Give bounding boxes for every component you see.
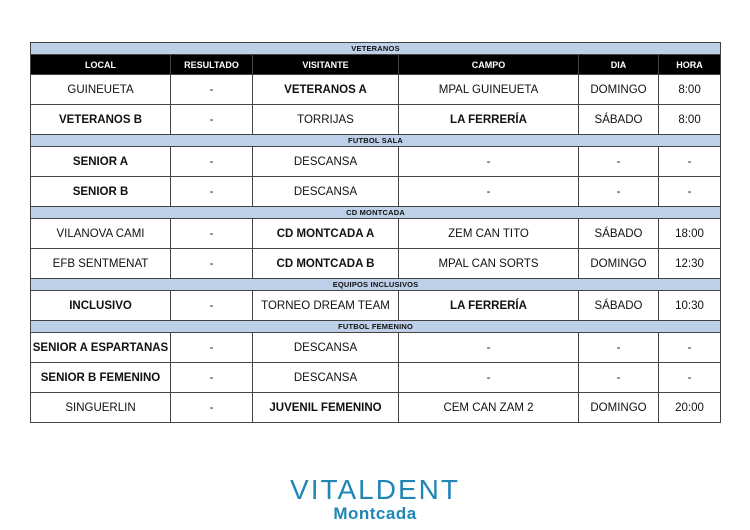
cell-local: GUINEUETA <box>31 75 171 105</box>
cell-resultado: - <box>171 75 253 105</box>
cell-hora: - <box>659 177 721 207</box>
cell-dia: - <box>579 147 659 177</box>
cell-dia: DOMINGO <box>579 249 659 279</box>
cell-visitante: DESCANSA <box>253 363 399 393</box>
cell-resultado: - <box>171 363 253 393</box>
column-header-resultado: RESULTADO <box>171 55 253 75</box>
cell-local: SENIOR A <box>31 147 171 177</box>
column-header-row <box>31 55 721 75</box>
cell-visitante: TORNEO DREAM TEAM <box>253 291 399 321</box>
cell-local: SENIOR A ESPARTANAS <box>31 333 171 363</box>
cell-campo: LA FERRERÍA <box>399 105 579 135</box>
table-row <box>31 291 721 321</box>
cell-visitante: CD MONTCADA B <box>253 249 399 279</box>
cell-resultado: - <box>171 249 253 279</box>
cell-visitante: TORRIJAS <box>253 105 399 135</box>
brand-logo-name: VITALDENT <box>290 474 460 505</box>
cell-dia: - <box>579 177 659 207</box>
cell-hora: - <box>659 333 721 363</box>
cell-resultado: - <box>171 333 253 363</box>
table-row <box>31 105 721 135</box>
section-title: FUTBOL FEMENINO <box>31 321 721 333</box>
cell-campo: CEM CAN ZAM 2 <box>399 393 579 423</box>
cell-hora: 18:00 <box>659 219 721 249</box>
section-title: VETERANOS <box>31 43 721 55</box>
section-title: CD MONTCADA <box>31 207 721 219</box>
cell-resultado: - <box>171 147 253 177</box>
cell-hora: 10:30 <box>659 291 721 321</box>
section-header-row <box>31 207 721 219</box>
schedule-table <box>30 42 721 423</box>
cell-campo: ZEM CAN TITO <box>399 219 579 249</box>
cell-visitante: DESCANSA <box>253 147 399 177</box>
cell-local: EFB SENTMENAT <box>31 249 171 279</box>
cell-visitante: CD MONTCADA A <box>253 219 399 249</box>
cell-hora: 8:00 <box>659 75 721 105</box>
cell-dia: - <box>579 333 659 363</box>
cell-dia: DOMINGO <box>579 393 659 423</box>
cell-local: VETERANOS B <box>31 105 171 135</box>
cell-campo: - <box>399 333 579 363</box>
column-header-dia: DIA <box>579 55 659 75</box>
cell-hora: 12:30 <box>659 249 721 279</box>
table-row <box>31 249 721 279</box>
column-header-campo: CAMPO <box>399 55 579 75</box>
column-header-local: LOCAL <box>31 55 171 75</box>
cell-campo: MPAL CAN SORTS <box>399 249 579 279</box>
cell-hora: - <box>659 147 721 177</box>
cell-local: SENIOR B <box>31 177 171 207</box>
brand-logo-sub: Montcada <box>333 504 417 523</box>
cell-resultado: - <box>171 291 253 321</box>
cell-local: INCLUSIVO <box>31 291 171 321</box>
cell-local: VILANOVA CAMI <box>31 219 171 249</box>
cell-dia: - <box>579 363 659 393</box>
cell-hora: - <box>659 363 721 393</box>
column-header-visitante: VISITANTE <box>253 55 399 75</box>
table-row <box>31 333 721 363</box>
cell-visitante: JUVENIL FEMENINO <box>253 393 399 423</box>
cell-resultado: - <box>171 177 253 207</box>
cell-campo: - <box>399 363 579 393</box>
table-row <box>31 75 721 105</box>
cell-resultado: - <box>171 219 253 249</box>
cell-campo: - <box>399 147 579 177</box>
section-header-row <box>31 321 721 333</box>
cell-dia: DOMINGO <box>579 75 659 105</box>
schedule-body <box>31 43 721 423</box>
table-row <box>31 177 721 207</box>
section-title: EQUIPOS INCLUSIVOS <box>31 279 721 291</box>
cell-hora: 20:00 <box>659 393 721 423</box>
cell-dia: SÁBADO <box>579 291 659 321</box>
cell-local: SENIOR B FEMENINO <box>31 363 171 393</box>
cell-resultado: - <box>171 393 253 423</box>
cell-visitante: VETERANOS A <box>253 75 399 105</box>
section-header-row <box>31 43 721 55</box>
table-row <box>31 393 721 423</box>
cell-visitante: DESCANSA <box>253 177 399 207</box>
cell-hora: 8:00 <box>659 105 721 135</box>
table-row <box>31 147 721 177</box>
cell-visitante: DESCANSA <box>253 333 399 363</box>
cell-campo: MPAL GUINEUETA <box>399 75 579 105</box>
cell-campo: LA FERRERÍA <box>399 291 579 321</box>
cell-dia: SÁBADO <box>579 219 659 249</box>
section-header-row <box>31 135 721 147</box>
cell-local: SINGUERLIN <box>31 393 171 423</box>
section-title: FUTBOL SALA <box>31 135 721 147</box>
table-row <box>31 219 721 249</box>
cell-resultado: - <box>171 105 253 135</box>
column-header-hora: HORA <box>659 55 721 75</box>
section-header-row <box>31 279 721 291</box>
cell-campo: - <box>399 177 579 207</box>
cell-dia: SÁBADO <box>579 105 659 135</box>
table-row <box>31 363 721 393</box>
